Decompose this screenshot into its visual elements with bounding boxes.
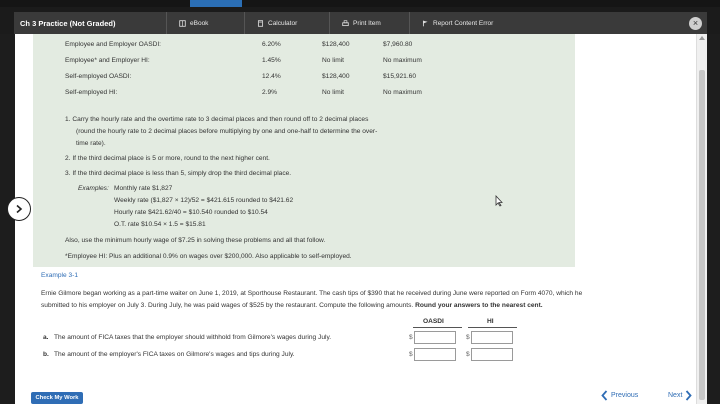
toolbar [14, 12, 707, 34]
chevron-right-icon [685, 390, 692, 401]
column-header-hi: HI [487, 318, 494, 325]
calculator-label: Calculator [268, 19, 298, 27]
minimum-wage-note: Also, use the minimum hourly wage of $7.25 in solving these problems and all that follow. [65, 237, 326, 244]
example-weekly-rate: Weekly rate ($1,827 × 12)/52 = $421.615 rounded to $421.62 [114, 197, 294, 204]
answer-a-oasdi-input[interactable] [414, 331, 456, 344]
rate-base-2: No limit [322, 57, 344, 64]
next-button[interactable] [668, 390, 692, 401]
rate-max-3: $15,921.60 [383, 73, 417, 80]
next-label: Next [668, 392, 683, 399]
rate-label-3: Self-employed OASDI: [65, 73, 132, 80]
ebook-label: eBook [190, 19, 209, 27]
ebook-button[interactable] [166, 12, 244, 34]
mouse-cursor-icon [495, 195, 503, 207]
rate-value-3: 12.4% [262, 73, 281, 80]
examples-label: Examples: [78, 185, 109, 192]
hi-footnote: *Employee HI: Plus an additional 0.9% on wages over $200,000. Also applicable to self-employed. [65, 253, 352, 260]
rate-max-2: No maximum [383, 57, 422, 64]
previous-label: Previous [611, 392, 639, 399]
problem-text-line-2: submitted to his employer on July 3. During July, he was paid wages of $525 by the restaurant. Compute the following amounts. Round your answers to the nearest cent. [41, 302, 543, 309]
vertical-scrollbar[interactable] [696, 34, 707, 404]
instruction-1-line-3: time rate). [76, 140, 106, 147]
rate-label-1: Employee and Employer OASDI: [65, 41, 162, 48]
print-item-button[interactable] [329, 12, 409, 34]
tax-rates-panel [33, 34, 575, 267]
question-a-text: The amount of FICA taxes that the employer should withhold from Gilmore's wages during July. [54, 334, 332, 341]
flag-icon [422, 20, 429, 27]
expand-panel-button[interactable] [7, 197, 31, 221]
scroll-up-icon[interactable] [699, 36, 705, 40]
chevron-right-icon [14, 204, 24, 214]
calculator-icon [257, 20, 264, 27]
question-content [15, 34, 696, 404]
assignment-title: Ch 3 Practice (Not Graded) [20, 18, 116, 28]
answer-a-hi-input[interactable] [471, 331, 513, 344]
active-tab-highlight [190, 0, 242, 7]
question-b-letter: b. [43, 351, 49, 358]
question-a-letter: a. [43, 334, 49, 341]
rate-max-4: No maximum [383, 89, 422, 96]
column-header-oasdi: OASDI [423, 318, 444, 325]
rate-value-2: 1.45% [262, 57, 281, 64]
currency-a-oasdi: $ [409, 334, 413, 341]
example-heading: Example 3-1 [41, 272, 79, 279]
rate-label-4: Self-employed HI: [65, 89, 118, 96]
book-icon [179, 20, 186, 27]
instruction-3: 3. If the third decimal place is less than 5, simply drop the third decimal place. [65, 170, 292, 177]
question-b-text: The amount of the employer's FICA taxes on Gilmore's wages and tips during July. [54, 351, 295, 358]
problem-text-line-1: Ernie Gilmore began working as a part-time waiter on June 1, 2019, at Sporthouse Restaurant. The cash tips of $390 that he received during June were reported on Form 4070, which he [41, 290, 583, 297]
instruction-1-line-2: (round the hourly rate to 2 decimal places before multiplying by one and one-half to determine the over- [76, 128, 378, 135]
answer-b-oasdi-input[interactable] [414, 348, 456, 361]
example-ot-rate: O.T. rate $10.54 × 1.5 = $15.81 [114, 221, 206, 228]
report-error-label: Report Content Error [433, 19, 494, 27]
close-icon[interactable]: × [689, 17, 702, 30]
print-item-label: Print Item [353, 19, 381, 27]
example-monthly-rate: Monthly rate $1,827 [114, 185, 173, 192]
right-panel [707, 34, 720, 404]
instruction-2: 2. If the third decimal place is 5 or more, round to the next higher cent. [65, 155, 270, 162]
rate-base-1: $128,400 [322, 41, 350, 48]
rounding-instruction: Round your answers to the nearest cent. [415, 302, 543, 309]
answer-b-hi-input[interactable] [471, 348, 513, 361]
rate-value-4: 2.9% [262, 89, 278, 96]
print-icon [342, 20, 349, 27]
oasdi-header-rule [413, 327, 462, 328]
currency-b-oasdi: $ [409, 351, 413, 358]
rate-label-2: Employee* and Employer HI: [65, 57, 150, 64]
check-my-work-button[interactable]: Check My Work [31, 392, 83, 404]
calculator-button[interactable] [244, 12, 329, 34]
currency-b-hi: $ [466, 351, 470, 358]
rate-max-1: $7,960.80 [383, 41, 413, 48]
report-error-button[interactable] [409, 12, 529, 34]
rate-value-1: 6.20% [262, 41, 281, 48]
currency-a-hi: $ [466, 334, 470, 341]
scrollbar-thumb[interactable] [699, 70, 705, 400]
hi-header-rule [468, 327, 517, 328]
rate-base-4: No limit [322, 89, 344, 96]
instruction-1-line-1: 1. Carry the hourly rate and the overtime rate to 3 decimal places and then round off to 2 decimal places [65, 116, 369, 123]
top-strip [0, 0, 720, 7]
example-hourly-rate: Hourly rate $421.62/40 = $10.540 rounded to $10.54 [114, 209, 268, 216]
chevron-left-icon [601, 390, 608, 401]
rate-base-3: $128,400 [322, 73, 350, 80]
previous-button[interactable] [601, 390, 638, 401]
